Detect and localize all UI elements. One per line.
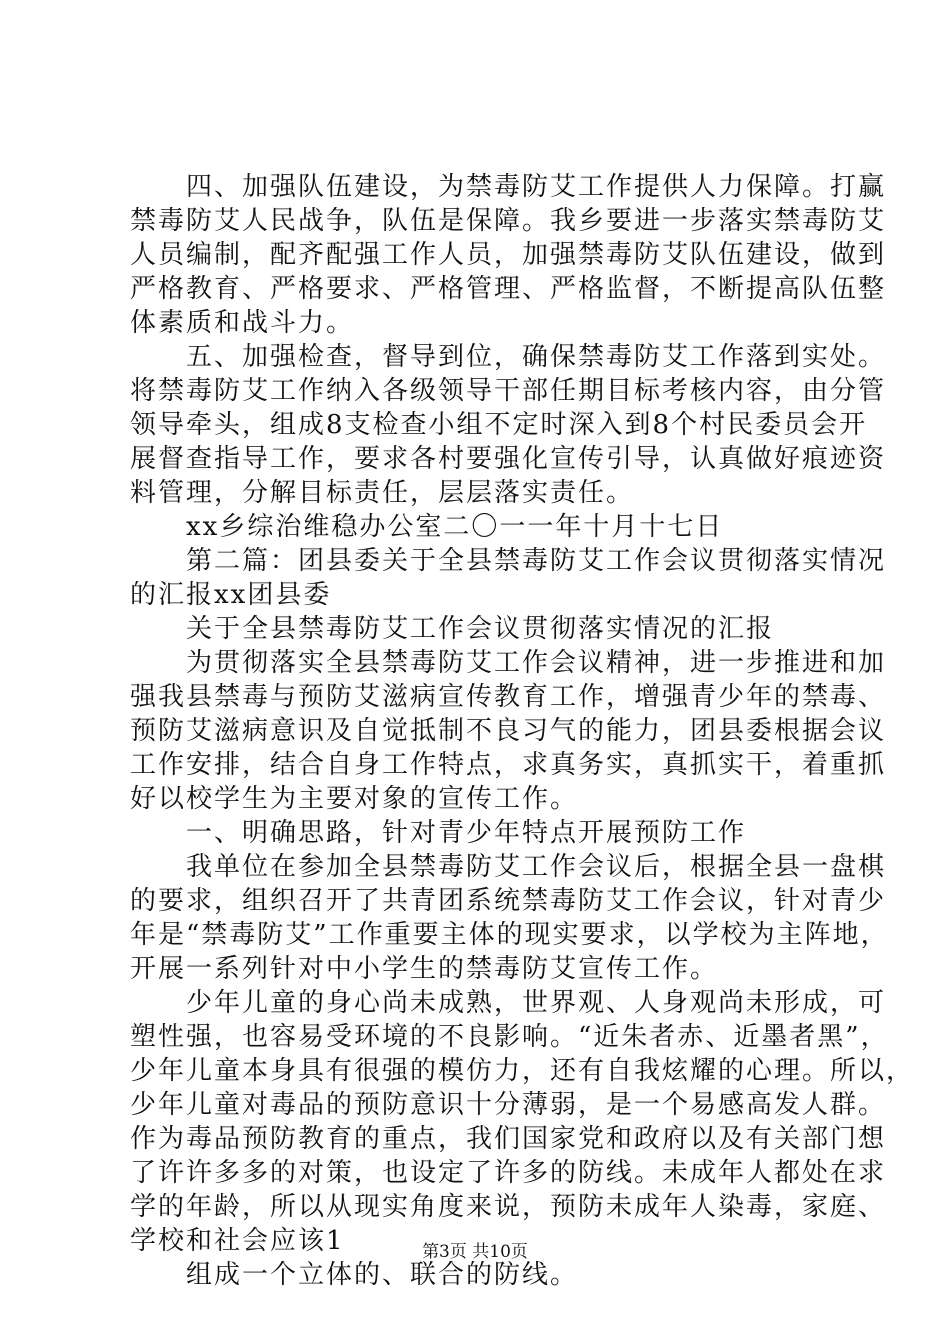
text-line: 第二篇：团县委关于全县禁毒防艾工作会议贯彻落实情况 bbox=[130, 546, 887, 576]
text-line: 领导牵头，组成8支检查小组不定时深入到8个村民委员会开 bbox=[130, 410, 868, 440]
text-line: 作为毒品预防教育的重点，我们国家党和政府以及有关部门想 bbox=[130, 1124, 887, 1154]
text-line: 为贯彻落实全县禁毒防艾工作会议精神，进一步推进和加 bbox=[130, 648, 887, 678]
text-line: 组成一个立体的、联合的防线。 bbox=[130, 1260, 579, 1290]
document-body bbox=[130, 170, 915, 1292]
text-line: 学的年龄，所以从现实角度来说，预防未成年人染毒，家庭、 bbox=[130, 1192, 887, 1222]
text-line: 的要求，组织召开了共青团系统禁毒防艾工作会议，针对青少 bbox=[130, 886, 887, 916]
text-line: 体素质和战斗力。 bbox=[130, 308, 355, 338]
text-line: 禁毒防艾人民战争，队伍是保障。我乡要进一步落实禁毒防艾 bbox=[130, 206, 887, 236]
text-line: 年是“禁毒防艾”工作重要主体的现实要求，以学校为主阵地， bbox=[130, 920, 889, 950]
text-line: 人员编制，配齐配强工作人员，加强禁毒防艾队伍建设，做到 bbox=[130, 240, 887, 270]
text-line: 展督查指导工作，要求各村要强化宣传引导，认真做好痕迹资 bbox=[130, 444, 887, 474]
text-line: 少年儿童本身具有很强的模仿力，还有自我炫耀的心理。所以， bbox=[130, 1056, 915, 1086]
text-line: 一、明确思路，针对青少年特点开展预防工作 bbox=[130, 818, 747, 848]
text-line: 我单位在参加全县禁毒防艾工作会议后，根据全县一盘棋 bbox=[130, 852, 887, 882]
text-line: 四、加强队伍建设，为禁毒防艾工作提供人力保障。打赢 bbox=[130, 172, 887, 202]
page-number-label: 第3页 共10页 bbox=[422, 1242, 528, 1262]
text-line: 料管理，分解目标责任，层层落实责任。 bbox=[130, 478, 635, 508]
text-line: 将禁毒防艾工作纳入各级领导干部任期目标考核内容，由分管 bbox=[130, 376, 887, 406]
text-line: 工作安排，结合自身工作特点，求真务实，真抓实干，着重抓 bbox=[130, 750, 887, 780]
text-line: 好以校学生为主要对象的宣传工作。 bbox=[130, 784, 579, 814]
text-line: 学校和社会应该1 bbox=[130, 1226, 345, 1256]
text-line: 的汇报xx团县委 bbox=[130, 580, 332, 610]
text-line: 少年儿童的身心尚未成熟，世界观、人身观尚未形成，可 bbox=[130, 988, 887, 1018]
text-line: 强我县禁毒与预防艾滋病宣传教育工作，增强青少年的禁毒、 bbox=[130, 682, 887, 712]
text-line: 少年儿童对毒品的预防意识十分薄弱，是一个易感高发人群。 bbox=[130, 1090, 887, 1120]
text-line: 严格教育、严格要求、严格管理、严格监督，不断提高队伍整 bbox=[130, 274, 887, 304]
text-line: 开展一系列针对中小学生的禁毒防艾宣传工作。 bbox=[130, 954, 719, 984]
text-line: 塑性强，也容易受环境的不良影响。“近朱者赤、近墨者黑”， bbox=[130, 1022, 889, 1052]
text-line: 了许许多多的对策，也设定了许多的防线。未成年人都处在求 bbox=[130, 1158, 887, 1188]
text-line: xx乡综治维稳办公室二〇一一年十月十七日 bbox=[130, 512, 724, 542]
body-paragraph bbox=[130, 170, 915, 1292]
text-line: 五、加强检查，督导到位，确保禁毒防艾工作落到实处。 bbox=[130, 342, 887, 372]
text-line: 关于全县禁毒防艾工作会议贯彻落实情况的汇报 bbox=[130, 614, 775, 644]
text-line: 预防艾滋病意识及自觉抵制不良习气的能力，团县委根据会议 bbox=[130, 716, 887, 746]
page-footer bbox=[0, 1241, 950, 1263]
